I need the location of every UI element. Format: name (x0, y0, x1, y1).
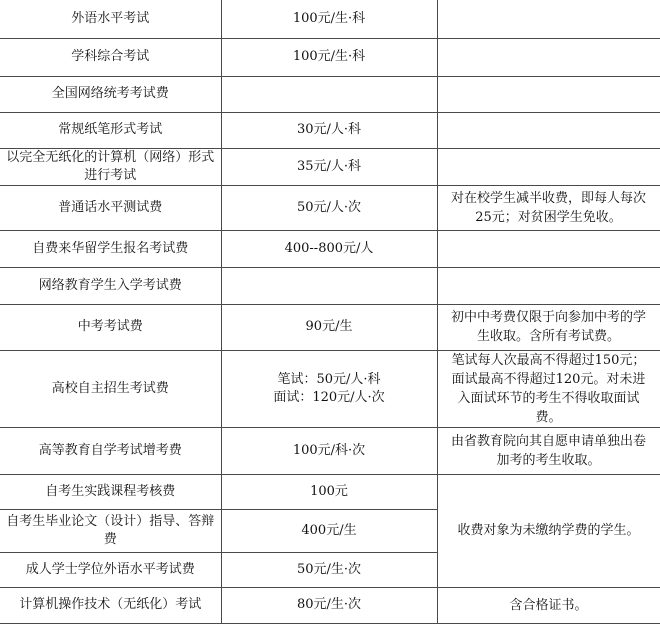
exam-item: 中考考试费 (0, 304, 221, 350)
fee-standard: 30元/人·科 (221, 112, 437, 148)
remark: 初中中考费仅限于向参加中考的学生收取。含所有考试费。 (437, 304, 660, 350)
interview-fee: 面试：120元/人·次 (273, 389, 385, 405)
remark (437, 267, 660, 304)
exam-item: 高校自主招生考试费 (0, 350, 221, 427)
remark (437, 230, 660, 267)
table-row (0, 587, 660, 623)
remark (437, 112, 660, 148)
exam-item: 自考生实践课程考核费 (0, 474, 221, 509)
table-row (0, 38, 660, 76)
fee-standard: 50元/生·次 (221, 552, 437, 587)
remark (437, 38, 660, 76)
fee-standard: 50元/人·次 (221, 185, 437, 230)
exam-item: 高等教育自学考试增考费 (0, 427, 221, 474)
remark (437, 76, 660, 112)
table-row (0, 230, 660, 267)
exam-item: 成人学士学位外语水平考试费 (0, 552, 221, 587)
remark: 由省教育院向其自愿申请单独出卷加考的考生收取。 (437, 427, 660, 474)
exam-item: 自费来华留学生报名考试费 (0, 230, 221, 267)
table-row (0, 474, 660, 509)
exam-item: 常规纸笔形式考试 (0, 112, 221, 148)
remark (437, 0, 660, 38)
fee-standard: 90元/生 (221, 304, 437, 350)
fee-standard: 35元/人·科 (221, 148, 437, 185)
written-exam-fee: 笔试：50元/人·科 (277, 371, 381, 387)
table-row (0, 350, 660, 427)
fee-standard (221, 350, 437, 427)
remark: 含合格证书。 (437, 587, 660, 623)
fee-standard: 100元/生·科 (221, 0, 437, 38)
table-row (0, 0, 660, 38)
fee-standard: 100元/生·科 (221, 38, 437, 76)
exam-item: 普通话水平测试费 (0, 185, 221, 230)
exam-item: 外语水平考试 (0, 0, 221, 38)
table-row (0, 148, 660, 185)
fee-standard: 100元/科·次 (221, 427, 437, 474)
remark: 收费对象为未缴纳学费的学生。 (437, 474, 660, 587)
fee-standard: 80元/生·次 (221, 587, 437, 623)
fee-standard: 400--800元/人 (221, 230, 437, 267)
remark: 笔试每人次最高不得超过150元；面试最高不得超过120元。对未进入面试环节的考生不得收取面试费。 (437, 350, 660, 427)
exam-item: 网络教育学生入学考试费 (0, 267, 221, 304)
table-row (0, 185, 660, 230)
fee-standard (221, 76, 437, 112)
exam-item: 以完全无纸化的计算机（网络）形式进行考试 (0, 148, 221, 185)
exam-item: 自考生毕业论文（设计）指导、答辩费 (0, 509, 221, 552)
table-row (0, 112, 660, 148)
table-row (0, 427, 660, 474)
fee-standard: 100元 (221, 474, 437, 509)
table-row (0, 304, 660, 350)
fee-standard: 400元/生 (221, 509, 437, 552)
exam-item: 计算机操作技术（无纸化）考试 (0, 587, 221, 623)
table-row (0, 76, 660, 112)
remark: 对在校学生减半收费，即每人每次25元；对贫困学生免收。 (437, 185, 660, 230)
fee-standard (221, 267, 437, 304)
remark (437, 148, 660, 185)
table-row (0, 267, 660, 304)
exam-item: 全国网络统考考试费 (0, 76, 221, 112)
exam-item: 学科综合考试 (0, 38, 221, 76)
